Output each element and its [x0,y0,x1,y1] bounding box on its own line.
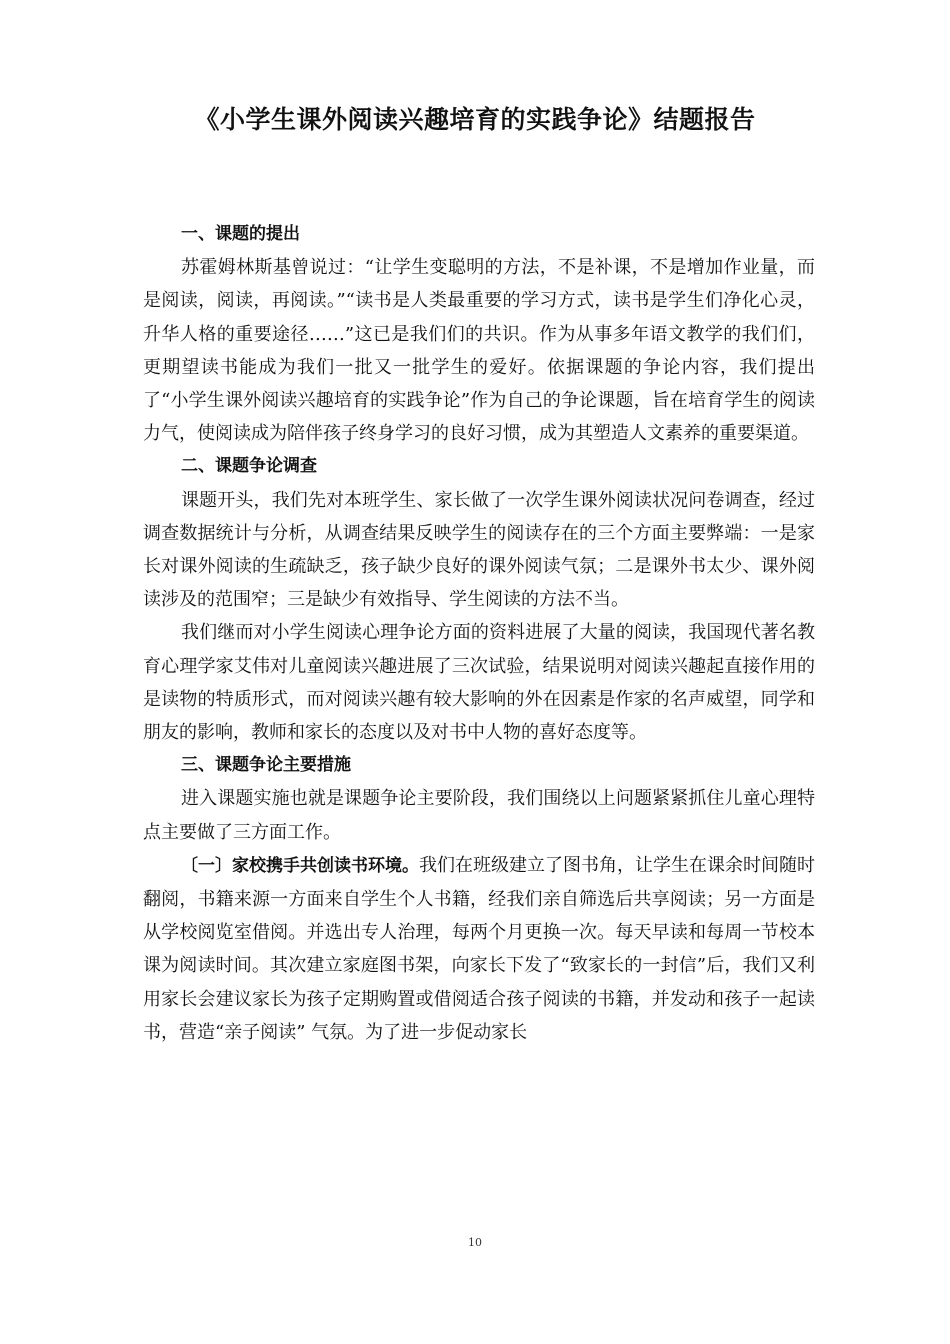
subsection-lead: 〔一〕家校携手共创读书环境。 [181,855,419,876]
paragraph: 进入课题实施也就是课题争论主要阶段，我们围绕以上问题紧紧抓住儿童心理特点主要做了三方面工作。 [143,788,815,843]
paragraph: 我们继而对小学生阅读心理争论方面的资料进展了大量的阅读，我国现代著名教育心理学家艾伟对儿童阅读兴趣进展了三次试验，结果说明对阅读兴趣起直接作用的是读物的特质形式，而对阅读兴趣有较大影响的外在因素是作家的名声威望，同学和朋友的影响，教师和家长的态度以及对书中人物的喜好态度等。 [143,622,815,744]
subsection-paragraph [143,849,815,1049]
page-number: 10 [468,1236,482,1249]
section-heading-2: 二、课题争论调查 [181,456,317,477]
paragraph: 课题开头，我们先对本班学生、家长做了一次学生课外阅读状况问卷调查，经过调查数据统计与分析，从调查结果反映学生的阅读存在的三个方面主要弊端：一是家长对课外阅读的生疏缺乏，孩子缺少良好的课外阅读气氛；二是课外书太少、课外阅读涉及的范围窄；三是缺少有效指导、学生阅读的方法不当。 [143,489,815,611]
section-heading-1: 一、课题的提出 [181,224,300,244]
subsection-text: 我们在班级建立了图书角，让学生在课余时间随时翻阅，书籍来源一方面来自学生个人书籍，经我们亲自筛选后共享阅读；另一方面是从学校阅览室借阅。并选出专人治理，每两个月更换一次。每天早读和每周一节校本课为阅读时间。其次建立家庭图书架，向家长下发了“致家长的一封信”后，我们又利用家长会建议家长为孩子定期购置或借阅适合孩子阅读的书籍，并发动和孩子一起读书，营造“亲子阅读” 气氛。为了进一步促动家长 [143,854,815,1043]
section-heading-3: 三、课题争论主要措施 [181,755,351,776]
document-body [143,218,815,1049]
document-title: 《小学生课外阅读兴趣培育的实践争论》结题报告 [194,105,756,134]
paragraph: 苏霍姆林斯基曾说过：“让学生变聪明的方法，不是补课，不是增加作业量，而是阅读，阅读，再阅读。”“读书是人类最重要的学习方式，读书是学生们净化心灵，升华人格的重要途径……”这已是我们们的共识。作为从事多年语文教学的我们们，更期望读书能成为我们一批又一批学生的爱好。依据课题的争论内容，我们提出了“小学生课外阅读兴趣培育的实践争论”作为自己的争论课题，旨在培育学生的阅读力气，使阅读成为陪伴孩子终身学习的良好习惯，成为其塑造人文素养的重要渠道。 [143,257,815,445]
